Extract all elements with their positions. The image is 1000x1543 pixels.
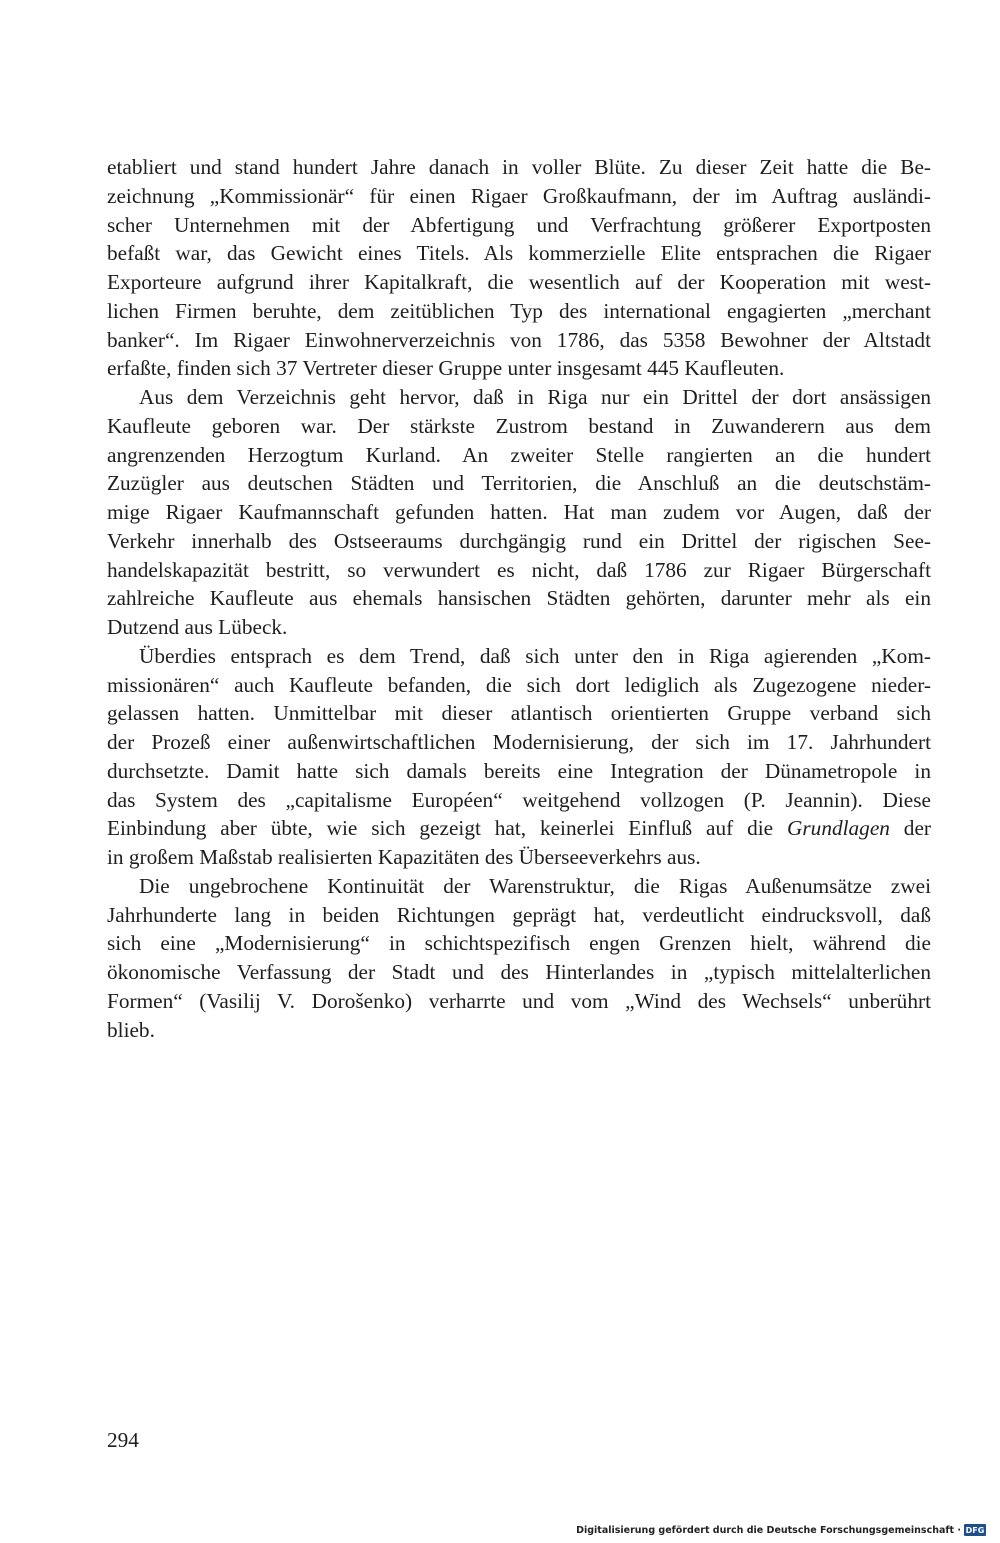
text-line: ökonomische Verfassung der Stadt und des Hinterlandes in „typisch mittelalterlichen <box>107 960 931 984</box>
text-line: etabliert und stand hundert Jahre danach in voller Blüte. Zu dieser Zeit hatte die Be- <box>107 155 931 179</box>
text-line: Dutzend aus Lübeck. <box>107 615 288 639</box>
text-line: durchsetzte. Damit hatte sich damals bereits eine Integration der Dünametropole in <box>107 758 931 783</box>
text-line: banker“. Im Rigaer Einwohnerverzeichnis von 1786, das 5358 Bewohner der Altstadt <box>107 327 931 352</box>
text-line: Verkehr innerhalb des Ostseeraums durchgängig rund ein Drittel der rigischen See- <box>107 528 931 553</box>
text-line: das System des „capitalisme Européen“ weitgehend vollzogen (P. Jeannin). Diese <box>107 787 931 812</box>
footer-text: Digitalisierung gefördert durch die Deutsche Forschungsgemeinschaft · <box>576 1524 961 1536</box>
text-line: zeichnung „Kommissionär“ für einen Rigaer Großkaufmann, der im Auftrag ausländi- <box>107 183 931 208</box>
text-line: Exporteure aufgrund ihrer Kapitalkraft, die wesentlich auf der Kooperation mit west- <box>107 270 931 294</box>
text-line: Überdies entsprach es dem Trend, daß sich unter den in Riga agierenden „Kom- <box>139 643 931 668</box>
emphasis: Grundlagen <box>787 816 890 841</box>
text-line: zahlreiche Kaufleute aus ehemals hansischen Städten gehörten, darunter mehr als ein <box>107 586 931 611</box>
text-line: gelassen hatten. Unmittelbar mit dieser atlantisch orientierten Gruppe verband sich <box>107 701 931 726</box>
text-line: befaßt war, das Gewicht eines Titels. Als kommerzielle Elite entsprachen die Rigaer <box>107 241 931 266</box>
text-line: Formen“ (Vasilij V. Dorošenko) verharrte und vom „Wind des Wechsels“ unberührt <box>107 988 931 1013</box>
paragraph <box>107 383 931 642</box>
text-line: mige Rigaer Kaufmannschaft gefunden hatten. Hat man zudem vor Augen, daß der <box>107 500 931 524</box>
text-line: missionären“ auch Kaufleute befanden, die sich dort lediglich als Zugezogene nieder- <box>107 672 931 697</box>
text-line: blieb. <box>107 1017 155 1042</box>
digitization-footer <box>576 1524 986 1536</box>
text-line: lichen Firmen beruhte, dem zeitüblichen Typ des international engagierten „merchant <box>107 298 931 323</box>
text-line: Einbindung aber übte, wie sich gezeigt hat, keinerlei Einfluß auf die Grundlagen der <box>107 816 931 841</box>
text-line: Zuzügler aus deutschen Städten und Territorien, die Anschluß an die deutschstäm- <box>107 471 931 496</box>
text-line: scher Unternehmen mit der Abfertigung und Verfrachtung größerer Exportposten <box>107 212 931 237</box>
page-number: 294 <box>107 1428 139 1452</box>
paragraph <box>107 872 931 1045</box>
paragraph <box>107 642 931 872</box>
text-line: erfaßte, finden sich 37 Vertreter dieser Gruppe unter insgesamt 445 Kaufleuten. <box>107 356 785 381</box>
text-line: sich eine „Modernisierung“ in schichtspezifisch engen Grenzen hielt, während die <box>107 931 931 956</box>
paragraph <box>107 153 931 383</box>
text-line: Aus dem Verzeichnis geht hervor, daß in Riga nur ein Drittel der dort ansässigen <box>139 385 931 409</box>
body-text <box>107 153 931 1044</box>
text-line: Kaufleute geboren war. Der stärkste Zustrom bestand in Zuwanderern aus dem <box>107 413 931 438</box>
text-line: Die ungebrochene Kontinuität der Warenstruktur, die Rigas Außenumsätze zwei <box>139 873 931 898</box>
text-line: handelskapazität bestritt, so verwundert es nicht, daß 1786 zur Rigaer Bürgerschaft <box>107 557 931 582</box>
text-line: in großem Maßstab realisierten Kapazitäten des Überseeverkehrs aus. <box>107 845 701 869</box>
text-line: der Prozeß einer außenwirtschaftlichen Modernisierung, der sich im 17. Jahrhundert <box>107 730 931 754</box>
text-line: Jahrhunderte lang in beiden Richtungen geprägt hat, verdeutlicht eindrucksvoll, daß <box>107 902 931 927</box>
dfg-logo-icon: DFG <box>965 1525 985 1535</box>
text-line: angrenzenden Herzogtum Kurland. An zweiter Stelle rangierten an die hundert <box>107 442 931 467</box>
